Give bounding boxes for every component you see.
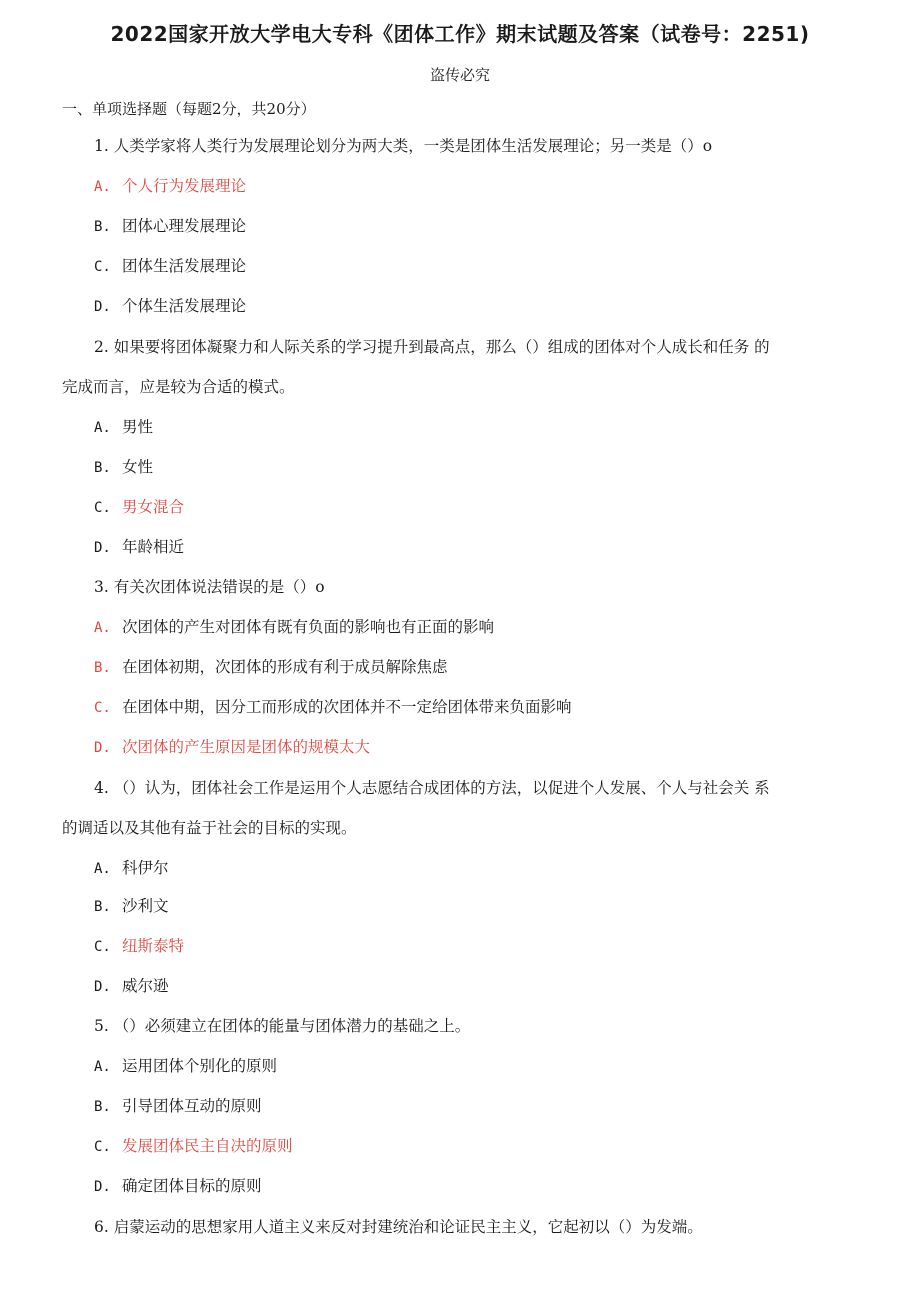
option-text: 女性 [122,458,154,476]
answer-option [94,296,246,317]
option-letter: D. [94,1179,111,1195]
answer-option [94,936,184,957]
document-subtitle: 盗传必究 [429,66,490,84]
question-stem: 4. （）认为，团体社会工作是运用个人志愿结合成团体的方法，以促进个人发展、个人与社会关 系 [94,779,770,797]
option-text: 次团体的产生对团体有既有负面的影响也有正面的影响 [122,618,495,636]
option-letter: B. [94,219,111,235]
option-letter: C. [94,939,111,955]
question-stem: 6. 启蒙运动的思想家用人道主义来反对封建统治和论证民主主义，它起初以（）为发端。 [94,1218,703,1236]
option-text: 运用团体个别化的原则 [122,1057,278,1075]
option-letter: B. [94,460,111,476]
answer-option [94,417,153,438]
question-stem-continued: 的调适以及其他有益于社会的目标的实现。 [62,819,357,837]
option-letter: B. [94,1099,111,1115]
answer-option [94,657,448,678]
answer-option [94,697,572,718]
option-text: 个人行为发展理论 [122,177,247,195]
option-text: 男女混合 [122,498,185,516]
option-text: 确定团体目标的原则 [122,1177,262,1195]
option-letter: D. [94,979,111,995]
option-letter: D. [94,540,111,556]
option-text: 次团体的产生原因是团体的规模太大 [122,738,371,756]
option-letter: A. [94,1059,111,1075]
question-stem-continued: 完成而言，应是较为合适的模式。 [62,378,295,396]
answer-option [94,896,169,917]
question-stem: 5. （）必须建立在团体的能量与团体潜力的基础之上。 [94,1017,471,1035]
option-letter: C. [94,259,111,275]
option-letter: C. [94,700,111,716]
option-letter: D. [94,299,111,315]
answer-option [94,1096,262,1117]
option-letter: C. [94,500,111,516]
option-letter: B. [94,899,111,915]
option-text: 男性 [122,418,154,436]
option-text: 个体生活发展理论 [122,297,247,315]
answer-option [94,537,184,558]
answer-option [94,497,184,518]
answer-option [94,457,153,478]
option-text: 在团体初期，次团体的形成有利于成员解除焦虑 [122,658,448,676]
option-letter: A. [94,179,111,195]
section-heading: 一、单项选择题（每题2分，共20分） [62,100,316,118]
question-stem: 3. 有关次团体说法错误的是（）o [94,578,325,596]
option-letter: A. [94,861,111,877]
option-letter: C. [94,1139,111,1155]
option-text: 引导团体互动的原则 [122,1097,262,1115]
question-stem: 2. 如果要将团体凝聚力和人际关系的学习提升到最高点，那么（）组成的团体对个人成长和任务 的 [94,338,770,356]
question-stem: 1. 人类学家将人类行为发展理论划分为两大类，一类是团体生活发展理论；另一类是（）o [94,137,713,155]
option-text: 团体生活发展理论 [122,257,247,275]
answer-option [94,1056,277,1077]
answer-option [94,737,370,758]
answer-option [94,176,246,197]
answer-option [94,256,246,277]
answer-option [94,1136,293,1157]
option-text: 沙利文 [122,897,169,915]
document-title: 2022国家开放大学电大专科《团体工作》期末试题及答案（试卷号：2251) [110,22,810,46]
option-letter: D. [94,740,111,756]
option-letter: A. [94,420,111,436]
answer-option [94,617,494,638]
option-letter: B. [94,660,111,676]
option-text: 发展团体民主自决的原则 [122,1137,293,1155]
answer-option [94,976,169,997]
option-text: 团体心理发展理论 [122,217,247,235]
answer-option [94,858,169,879]
answer-option [94,216,246,237]
option-text: 在团体中期，因分工而形成的次团体并不一定给团体带来负面影响 [122,698,572,716]
option-text: 科伊尔 [122,859,169,877]
option-letter: A. [94,620,111,636]
option-text: 纽斯泰特 [122,937,185,955]
option-text: 威尔逊 [122,977,169,995]
answer-option [94,1176,262,1197]
option-text: 年龄相近 [122,538,185,556]
